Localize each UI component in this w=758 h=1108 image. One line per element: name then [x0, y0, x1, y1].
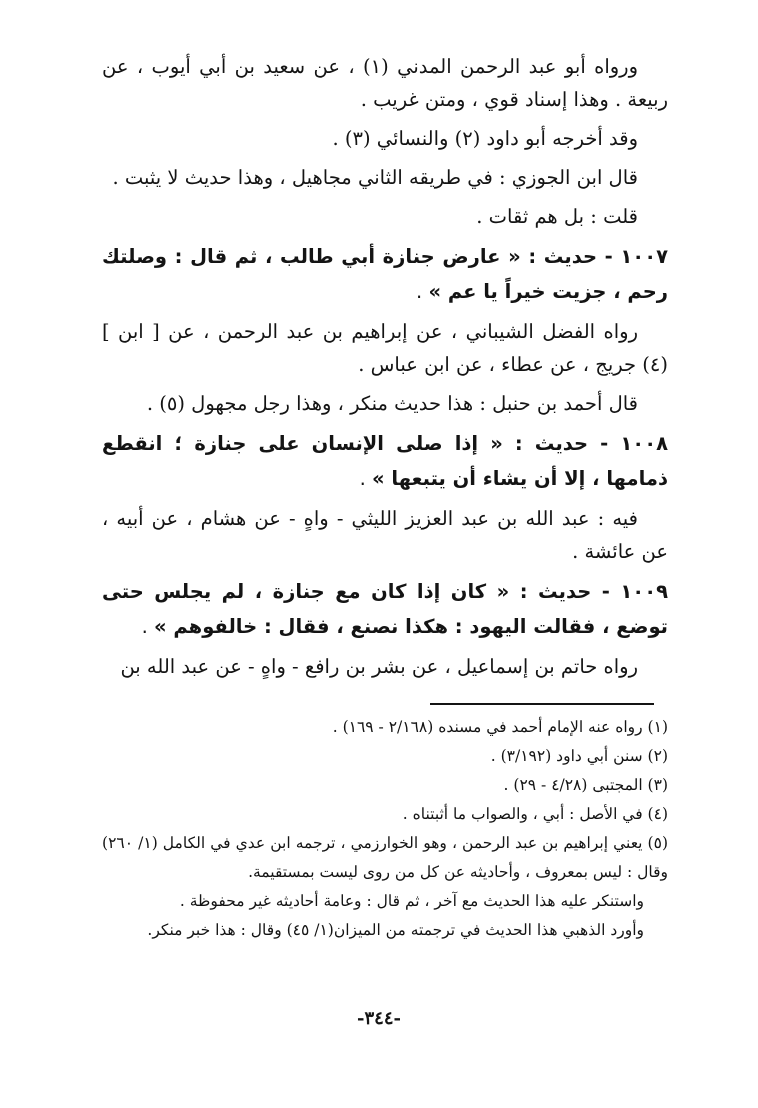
footnote: (١) رواه عنه الإمام أحمد في مسنده (٢/١٦٨ - ١٦٩) . [332, 718, 668, 736]
page-number: -٣٤٤- [357, 1008, 401, 1029]
footnote: (٢) سنن أبي داود (٣/١٩٢) . [490, 747, 668, 765]
paragraph: ورواه أبو عبد الرحمن المدني (١) ، عن سعيد بن أبي أيوب ، عن ربيعة . وهذا إسناد قوي ، ومتن غريب . [102, 55, 668, 111]
footnotes [102, 713, 668, 945]
paragraph: فيه : عبد الله بن عبد العزيز الليثي - واهٍ - عن هشام ، عن أبيه ، عن عائشة . [102, 507, 668, 563]
paragraph: قال أحمد بن حنبل : هذا حديث منكر ، وهذا رجل مجهول (٥) . [146, 392, 638, 415]
main-text [102, 50, 668, 689]
paragraph: قال ابن الجوزي : في طريقه الثاني مجاهيل ، وهذا حديث لا يثبت . [112, 166, 638, 189]
paragraph: رواه الفضل الشيباني ، عن إبراهيم بن عبد الرحمن ، عن [ ابن ] (٤) جريج ، عن عطاء ، عن ابن عباس . [102, 320, 668, 376]
paragraph: رواه حاتم بن إسماعيل ، عن بشر بن رافع - واهٍ - عن عبد الله بن [120, 655, 638, 678]
footnote: (٥) يعني إبراهيم بن عبد الرحمن ، وهو الخوارزمي ، ترجمه ابن عدي في الكامل (١/ ٢٦٠) وقال : ليس بمعروف ، وأحاديثه عن كل من روى ليست بمستقيمة. [102, 834, 668, 881]
hadith-heading [102, 426, 668, 496]
hadith-text: ١٠٠٩ - حديث : « كان إذا كان مع جنازة ، لم يجلس حتى توضع ، فقالت اليهود : هكذا نصنع ، فقال : خالفوهم » [102, 580, 668, 638]
footnote-continuation: وأورد الذهبي هذا الحديث في ترجمته من الميزان(١/ ٤٥) وقال : هذا خبر منكر. [147, 921, 644, 939]
footnote-separator [430, 703, 654, 705]
hadith-tail: . [359, 467, 373, 490]
footnote: (٣) المجتبى (٤/٢٨ - ٢٩) . [503, 776, 668, 794]
hadith-heading [102, 574, 668, 644]
paragraph: قلت : بل هم ثقات . [476, 205, 638, 228]
hadith-heading [102, 239, 668, 309]
hadith-tail: . [416, 280, 429, 303]
footnote: (٤) في الأصل : أبي ، والصواب ما أثبتناه . [402, 805, 668, 823]
hadith-text: ١٠٠٨ - حديث : « إذا صلى الإنسان على جنازة ؛ انقطع ذمامها ، إلا أن يشاء أن يتبعها » [102, 432, 668, 490]
hadith-tail: . [141, 615, 154, 638]
hadith-text: ١٠٠٧ - حديث : « عارض جنازة أبي طالب ، ثم قال : وصلتك رحم ، جزيت خيراً يا عم » [102, 245, 668, 303]
footnote-continuation: واستنكر عليه هذا الحديث مع آخر ، ثم قال : وعامة أحاديثه غير محفوظة . [179, 892, 644, 910]
paragraph: وقد أخرجه أبو داود (٢) والنسائي (٣) . [332, 127, 638, 150]
